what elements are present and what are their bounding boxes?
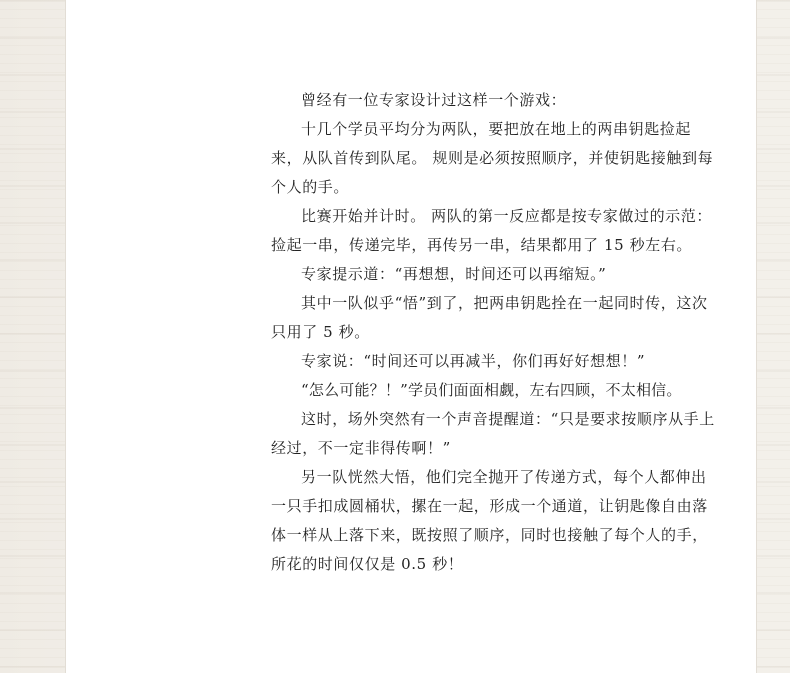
story-text (271, 86, 716, 579)
paragraph-5: 其中一队似乎“悟”到了，把两串钥匙拴在一起同时传，这次只用了 5 秒。 (271, 294, 708, 341)
paragraph-1: 曾经有一位专家设计过这样一个游戏： (301, 91, 567, 109)
paragraph-8: 这时，场外突然有一个声音提醒道：“只是要求按顺序从手上经过，不一定非得传啊！” (271, 410, 715, 457)
document-page (65, 0, 757, 673)
paragraph-6: 专家说：“时间还可以再减半，你们再好好想想！” (301, 352, 646, 370)
paragraph-2: 十几个学员平均分为两队，要把放在地上的两串钥匙捡起来，从队首传到队尾。 规则是必须按照顺序，并使钥匙接触到每个人的手。 (271, 120, 714, 196)
paragraph-9: 另一队恍然大悟，他们完全抛开了传递方式，每个人都伸出一只手扣成圆桶状，摞在一起，形成一个通道，让钥匙像自由落体一样从上落下来，既按照了顺序，同时也接触了每个人的手，所花的时间仅仅是 0.5 秒！ (271, 468, 708, 573)
paragraph-3: 比赛开始并计时。 两队的第一反应都是按专家做过的示范：捡起一串，传递完毕，再传另一串，结果都用了 15 秒左右。 (271, 207, 712, 254)
paragraph-4: 专家提示道：“再想想，时间还可以再缩短。” (301, 265, 607, 283)
paragraph-7: “怎么可能？！”学员们面面相觑，左右四顾，不太相信。 (301, 381, 682, 399)
